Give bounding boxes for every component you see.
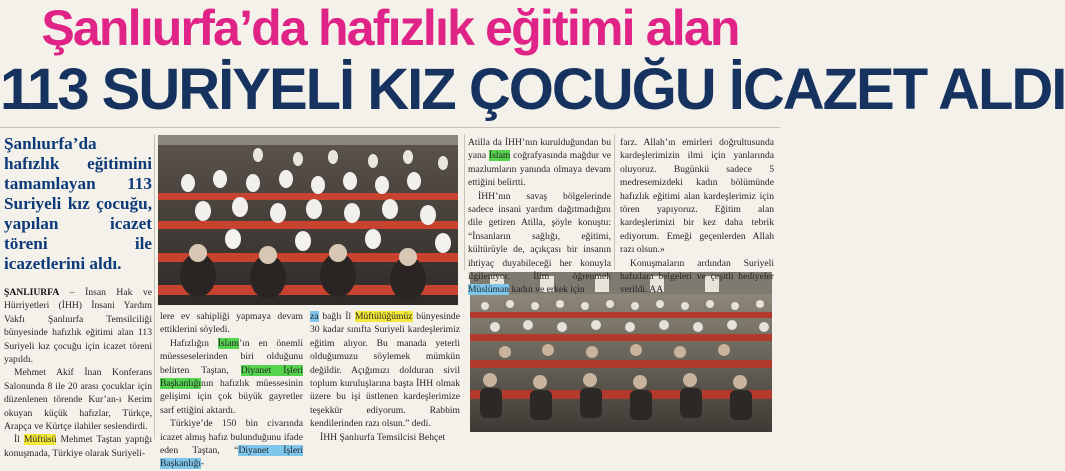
paragraph-text: nın hafızlık müessesinin gelişimi için çok büyük gayretler sarf ettiğini aktardı. — [160, 378, 303, 416]
paragraph-text: Hafızlığın — [170, 337, 218, 349]
paragraph — [160, 417, 303, 471]
article-column-4 — [468, 136, 611, 297]
paragraph: farz. Allah’ın emirleri doğrultusunda kardeşlerimizin ilmi için yanlarında oluyoruz. Bugünkü sadece 5 medresemizdeki kadın bölümünde hafızlık eğitimi alan kardeşlerimiz için tören yapıyoruz. Eğitim alan kardeşlerimizi bir kez daha tebrik ediyorum. Emeği geçenlerden Allah razı olsun.» — [620, 137, 774, 256]
highlight-term: Müslüman — [468, 284, 510, 296]
headline-line-2: 113 SURİYELİ KIZ ÇOCUĞU İCAZET ALDI — [0, 57, 1065, 122]
paragraph-text: bünyesinde 30 kadar sınıfta Suriyeli kardeşlerimiz eğitim alıyor. Bu manada yeterli olduğumuzu söylemek mümkün değildir. Açığımızı dolduran sivil toplum kuruluşlarına başta İHH olmak üzere bu işi üstlenen kardeşlerimize teşekkür ediyorum. Rabbim kendilerinden razı olsun.” dedi. — [310, 311, 460, 430]
column-divider — [614, 134, 615, 270]
paragraph-text: bağlı İl — [318, 311, 355, 322]
paragraph: İHH Şanlıurfa Temsilcisi Behçet — [320, 431, 446, 443]
paragraph: Mehmet Akif İnan Konferans Salonunda 8 ile 20 arası çocuklar için düzenlenen törende Kur’an-ı Kerim okuyan küçük hafızlar, Türkçe, Arapça ve Kürtçe ilahiler seslendirdi. — [4, 367, 152, 433]
highlight-term: İslam — [217, 337, 240, 349]
paragraph-text: Mehmet Taştan yaptığı konuşmada, Türkiye olarak Suriyeli- — [4, 434, 152, 459]
headline-divider — [0, 127, 780, 128]
paragraph — [4, 286, 152, 366]
paragraph-text: – İnsan Hak ve Hürriyetleri (İHH) İnsani Yardım Vakfı Şanlıurfa Temsilciliği bünyesinde hafızlık eğitimi alan 113 Suriyeli kız çocuğu için icazet töreni yapıldı. — [4, 287, 152, 366]
column-divider — [464, 134, 465, 270]
highlight-term: Müftüsü — [23, 434, 57, 446]
highlight-term: Diyanet İşleri Başkanlığı — [160, 445, 304, 470]
paragraph — [468, 136, 611, 190]
paragraph: lere ev sahipliği yapmaya devam ettiklerini söyledi. — [160, 311, 303, 336]
paragraph-text: Atilla da İHH’nın kurulduğundan bu yana — [468, 137, 611, 162]
highlight-term: Diyanet İşleri Başkanlığı — [160, 364, 303, 390]
paragraph-text: kadın ve erkek için — [509, 284, 585, 296]
paragraph-text: coğrafyasında mağdur ve mazlumların yanında olmaya devam ettiğini belirtti. — [468, 150, 611, 189]
lead-summary: Şanlıurfa’da hafızlık eğitimini tamamlayan 113 Suriyeli kız çocuğu, yapılan icazet töreni ile icazetlerini aldı. — [4, 134, 152, 273]
photo-ceremony-girls — [158, 135, 458, 305]
paragraph — [160, 337, 303, 417]
paragraph-text: İHH’nın savaş bölgelerinde sadece insani yardım dağıtmadığını dile getiren Atilla, şöyle konuştu: “İnsanların sağlığı, eğitimi, kültürüyle de, açıkçası bir insanın ihtiyaç duyabileceği her konuyla ilgileniyor. İlim öğrenmek — [468, 190, 611, 283]
paragraph — [310, 310, 460, 431]
paragraph-text: İl — [14, 434, 24, 446]
highlight-term: za — [310, 311, 319, 322]
article-column-3 — [310, 310, 460, 444]
highlight-term: İslam — [488, 150, 511, 162]
article-column-1 — [4, 286, 152, 460]
headline-line-1: Şanlıurfa’da hafızlık eğitimi alan — [41, 0, 739, 56]
paragraph — [468, 190, 611, 297]
paragraph — [4, 433, 152, 460]
paragraph: Konuşmaların ardından Suriyeli hafızlara belgeleri ve çeşitli hediyeler verildi. AA — [620, 257, 774, 296]
paragraph-text: - — [201, 458, 205, 470]
column-divider — [154, 134, 155, 439]
article-column-5 — [620, 136, 774, 297]
highlight-term: Müftülüğümüz — [354, 311, 413, 322]
dateline: ŞANLIURFA — [4, 287, 60, 298]
paragraph-text: Türkiye’de 150 bin civarında icazet almış hafız bulunduğunu ifade eden Taştan, “ — [160, 418, 303, 457]
photo-ceremony-girls-image — [158, 135, 458, 305]
article-column-2 — [160, 310, 303, 471]
paragraph-text: ’ın en önemli müesseselerinden biri olduğunu belirten Taştan, — [160, 337, 303, 376]
